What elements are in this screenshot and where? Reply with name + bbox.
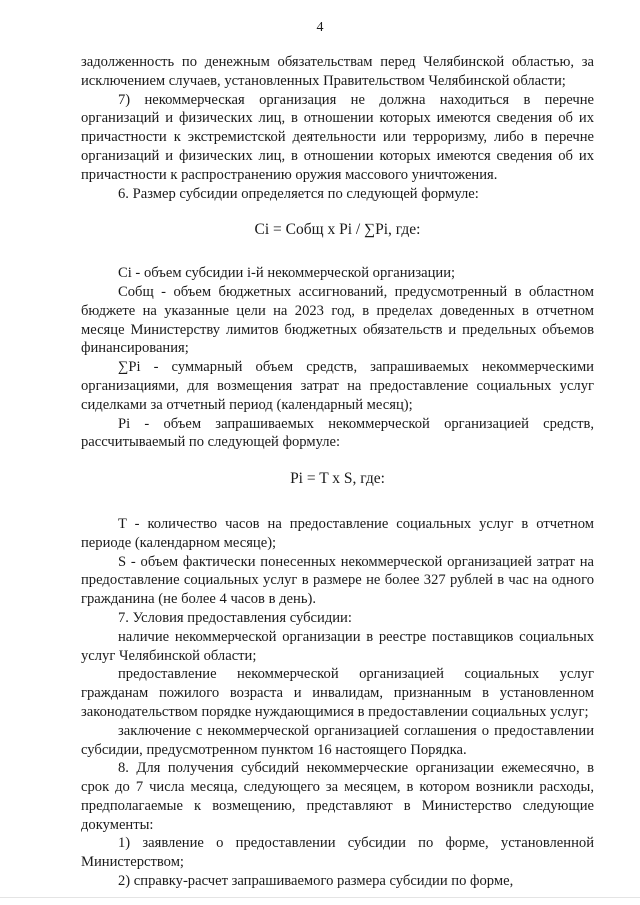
paragraph-sum-pi-definition: ∑Pi - суммарный объем средств, запрашиваемых некоммерческими организациями, для возмещения затрат на предоставление социальных услуг сиделками за отчетный период (календарный месяц); [81, 359, 594, 413]
paragraph-condition-agreement: заключение с некоммерческой организацией соглашения о предоставлении субсидии, предусмотренном пунктом 16 настоящего Порядка. [81, 722, 594, 758]
page-bottom-edge [0, 897, 640, 898]
paragraph-condition-services: предоставление некоммерческой организацией социальных услуг гражданам пожилого возраста и инвалидам, признанным в установленном законодательством порядке нуждающимися в предоставлении социальных услуг; [81, 666, 594, 720]
formula-pi: Pi = T x S, где: [290, 470, 385, 488]
paragraph-doc-application: 1) заявление о предоставлении субсидии по форме, установленной Министерством; [81, 835, 594, 871]
page-number: 4 [316, 20, 324, 35]
paragraph-item-7-extremism: 7) некоммерческая организация не должна находиться в перечне организаций и физических лиц, в отношении которых имеются сведения об их причастности к экстремистской деятельности или терроризму, либо в перечне организаций и физических лиц, в отношении которых имеются сведения об их причастности к распространению оружия массового уничтожения. [81, 91, 594, 183]
paragraph-pi-definition: Pi - объем запрашиваемых некоммерческой организацией средств, рассчитываемый по следующей формуле: [81, 415, 594, 451]
paragraph-condition-registry: наличие некоммерческой организации в реестре поставщиков социальных услуг Челябинской области; [81, 628, 594, 664]
paragraph-section-8: 8. Для получения субсидий некоммерческие организации ежемесячно, в срок до 7 числа месяца, следующего за месяцем, в котором возникли расходы, предполагаемые к возмещению, представляют в Министерство следующие документы: [81, 760, 594, 833]
paragraph-t-definition: T - количество часов на предоставление социальных услуг в отчетном периоде (календарном месяце); [81, 515, 594, 551]
paragraph-section-7: 7. Условия предоставления субсидии: [118, 609, 352, 626]
paragraph-sobsch-definition: Собщ - объем бюджетных ассигнований, предусмотренный в областном бюджете на указанные цели на 2023 год, в пределах доведенных в отчетном месяце Министерству лимитов бюджетных обязательств и предельных объемов финансирования; [81, 283, 594, 357]
paragraph-debt-continuation: задолженность по денежным обязательствам перед Челябинской областью, за исключением случаев, установленных Правительством Челябинской области; [81, 54, 594, 89]
paragraph-section-6: 6. Размер субсидии определяется по следующей формуле: [118, 185, 479, 202]
document-body [81, 53, 594, 891]
paragraph-ci-definition: Ci - объем субсидии i-й некоммерческой организации; [118, 265, 456, 282]
paragraph-doc-calculation: 2) справку-расчет запрашиваемого размера субсидии по форме, [118, 873, 514, 890]
formula-ci: Ci = Собщ x Pi / ∑Pi, где: [254, 221, 421, 239]
paragraph-s-definition: S - объем фактически понесенных некоммерческой организацией затрат на предоставление социальных услуг в размере не более 327 рублей в час на одного гражданина (не более 4 часов в день). [81, 553, 594, 608]
